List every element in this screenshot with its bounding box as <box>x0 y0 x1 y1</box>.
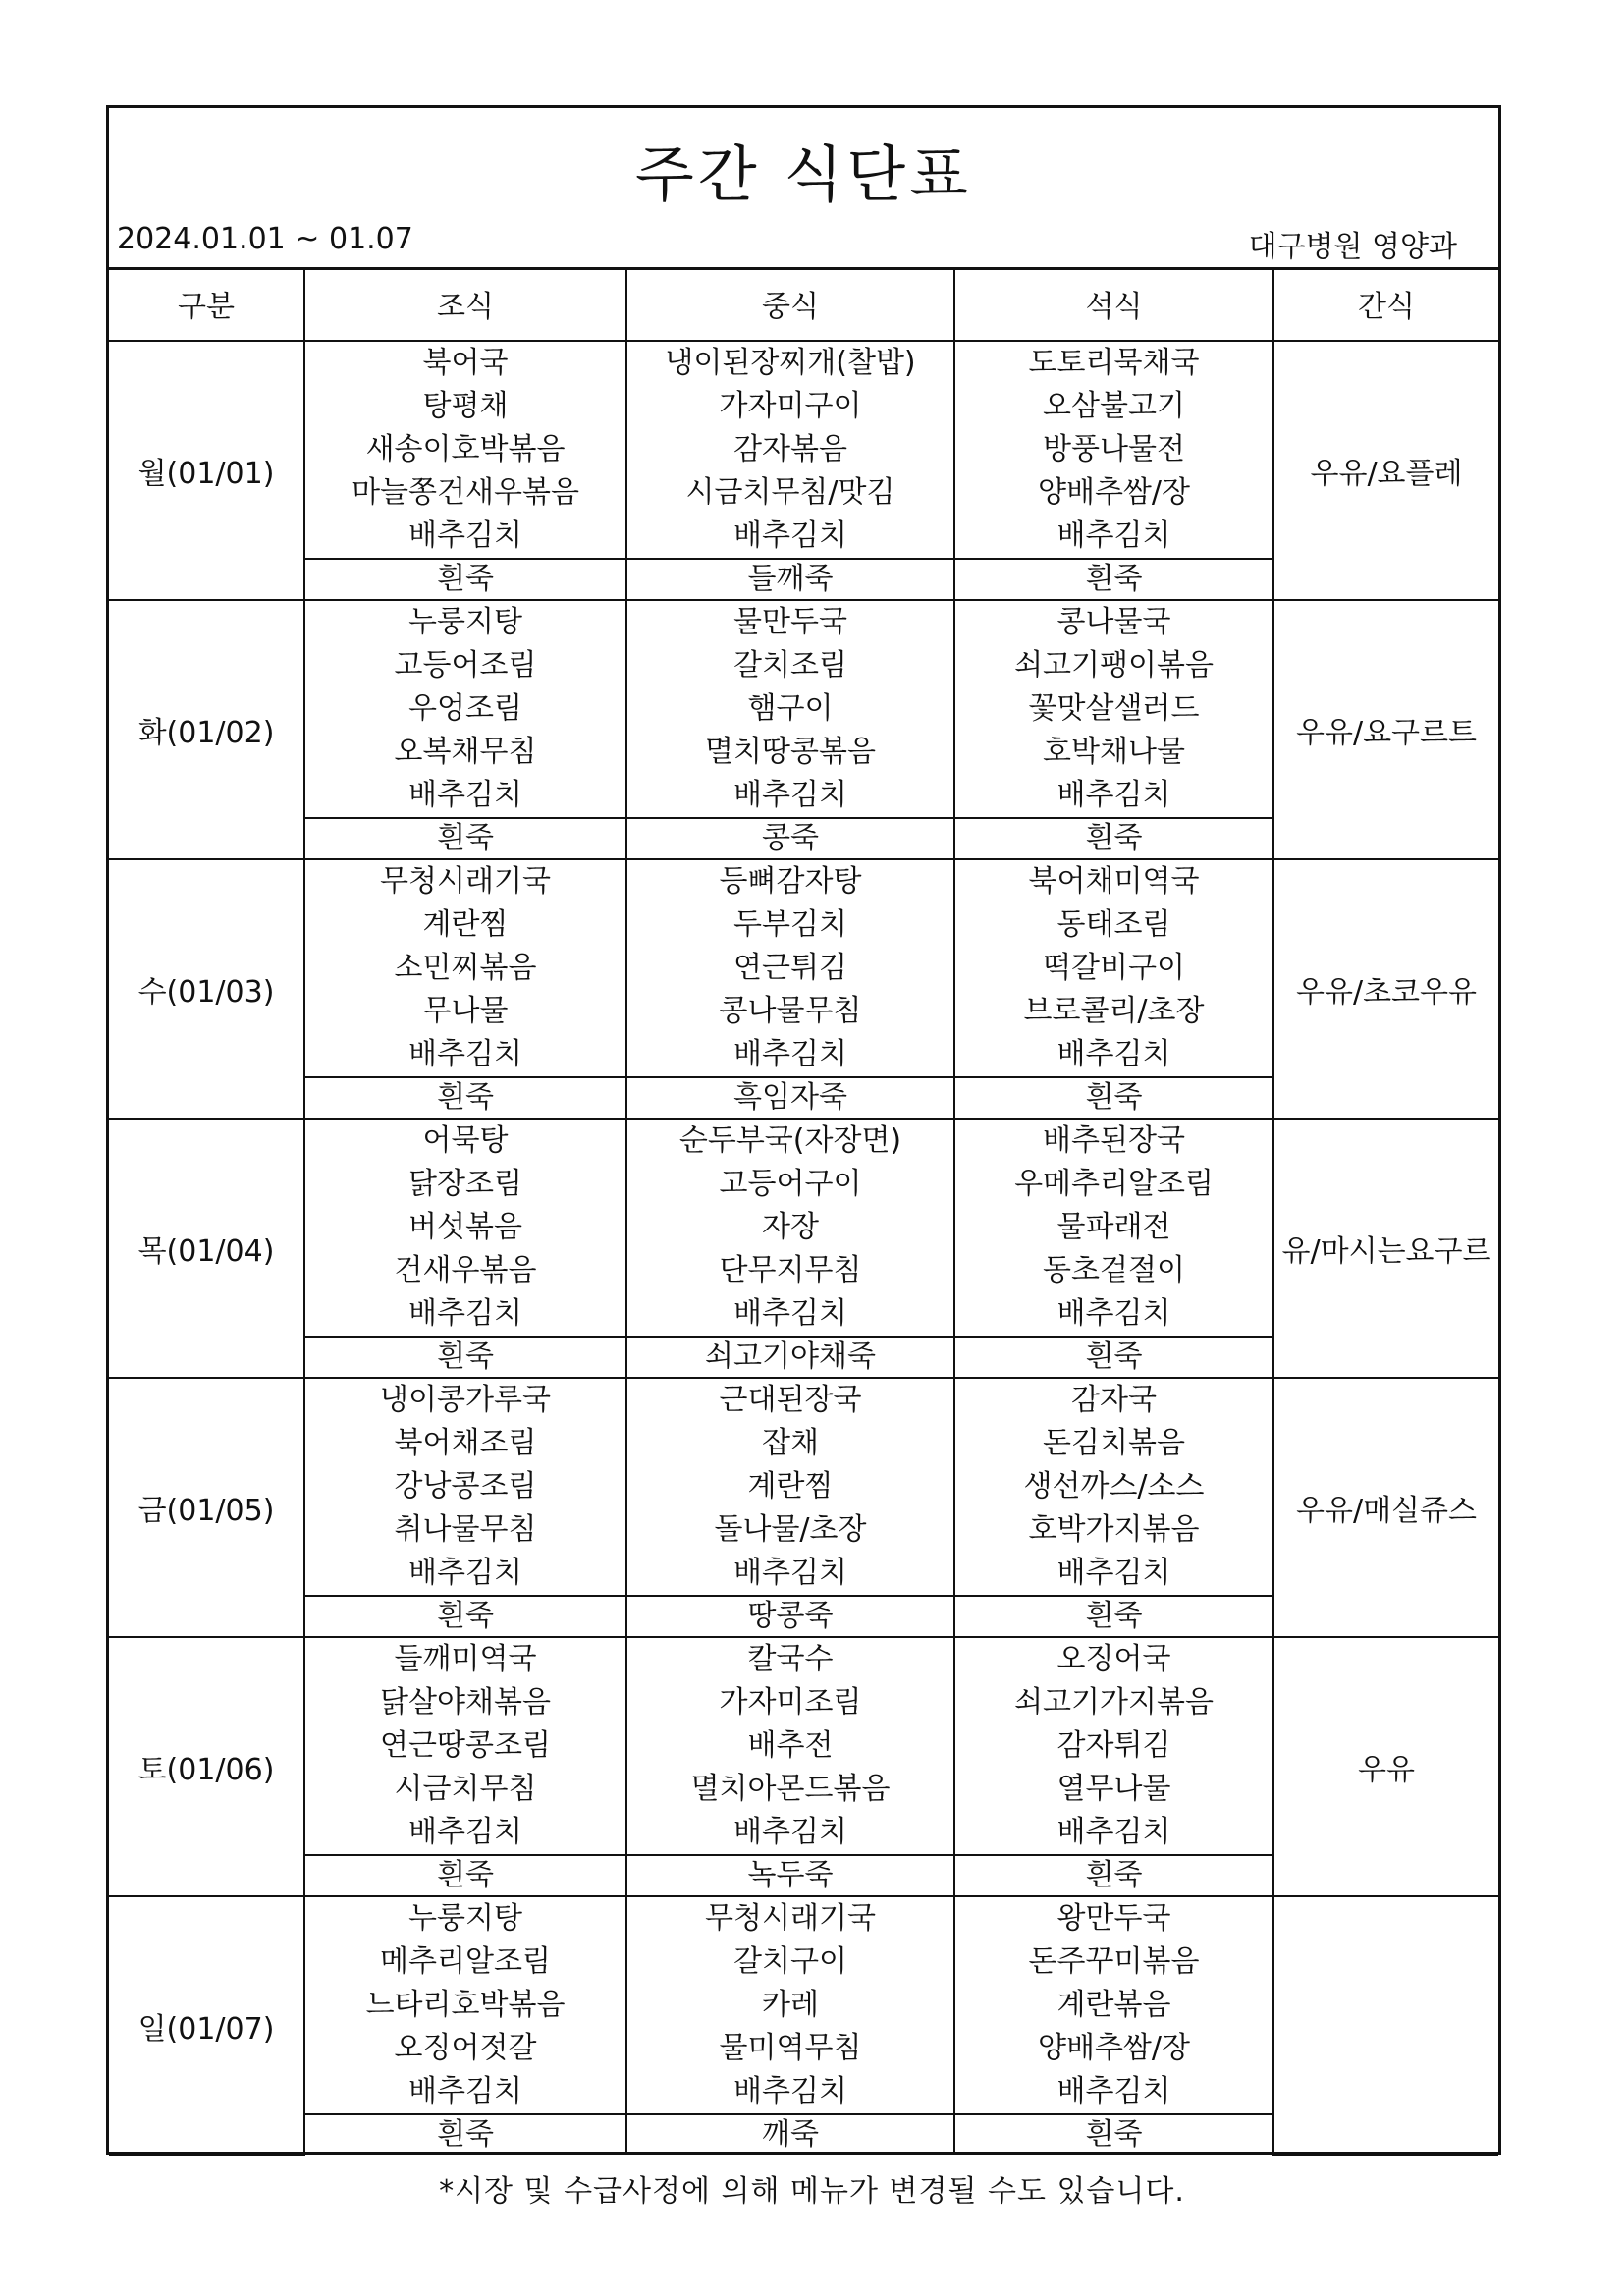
lunch-dish: 배추김치 <box>733 778 847 812</box>
breakfast-dish: 계란찜 <box>422 907 509 942</box>
breakfast-dish: 닭살야채볶음 <box>380 1685 551 1720</box>
lunch-cell <box>626 341 954 559</box>
dinner-dish: 동태조림 <box>1056 907 1171 942</box>
dinner-dish: 호박가지볶음 <box>1028 1512 1200 1547</box>
breakfast-dish: 오복채무침 <box>394 735 537 769</box>
day-row <box>109 1896 1498 2114</box>
breakfast-dish: 무나물 <box>422 994 509 1028</box>
lunch-dish: 햄구이 <box>747 691 834 726</box>
breakfast-dish: 북어국 <box>422 346 509 380</box>
breakfast-cell <box>304 1637 626 1855</box>
snack-label: 우유/매실쥬스 <box>1296 1494 1477 1528</box>
breakfast-dish: 탕평채 <box>422 389 509 423</box>
snack-cell <box>1273 1637 1498 1896</box>
snack-label: 유/마시는요구르 <box>1281 1234 1491 1269</box>
dinner-dish: 생선까스/소스 <box>1023 1469 1205 1503</box>
breakfast-dish: 강낭콩조림 <box>394 1469 537 1503</box>
breakfast-dish: 누룽지탕 <box>408 1901 522 1936</box>
breakfast-dish: 닭장조림 <box>408 1167 522 1201</box>
porridge-cell: 녹두죽 <box>626 1855 954 1896</box>
lunch-dish: 칼국수 <box>747 1642 834 1676</box>
lunch-dish: 가자미구이 <box>719 389 862 423</box>
breakfast-cell <box>304 341 626 559</box>
menu-sheet <box>106 105 1501 2155</box>
dinner-dish: 왕만두국 <box>1056 1901 1171 1936</box>
dinner-cell <box>954 1637 1273 1855</box>
porridge-cell: 흰죽 <box>304 1337 626 1378</box>
day-row <box>109 859 1498 1077</box>
dinner-dish: 꽃맛살샐러드 <box>1028 691 1200 726</box>
dinner-dish: 콩나물국 <box>1056 605 1171 639</box>
column-header-dinner: 석식 <box>954 267 1273 341</box>
dinner-dish: 양배추쌈/장 <box>1037 2031 1190 2065</box>
lunch-dish: 배추전 <box>747 1728 834 1763</box>
lunch-dish: 자장 <box>762 1210 819 1244</box>
breakfast-dish: 고등어조림 <box>394 648 537 683</box>
lunch-dish: 고등어구이 <box>719 1167 862 1201</box>
dinner-dish: 동초겉절이 <box>1043 1253 1185 1287</box>
weekly-menu-table <box>109 267 1498 2156</box>
lunch-dish: 갈치구이 <box>733 1944 847 1979</box>
porridge-cell: 흰죽 <box>304 2114 626 2155</box>
snack-cell <box>1273 1896 1498 2155</box>
breakfast-cell <box>304 1378 626 1596</box>
porridge-cell: 흰죽 <box>304 1596 626 1637</box>
lunch-dish: 연근튀김 <box>733 951 847 985</box>
breakfast-dish: 배추김치 <box>408 1815 522 1849</box>
period-label: 2024.01.01 ~ 01.07 <box>117 222 413 256</box>
dinner-dish: 도토리묵채국 <box>1028 346 1200 380</box>
dinner-dish: 오징어국 <box>1056 1642 1171 1676</box>
breakfast-cell <box>304 1896 626 2114</box>
breakfast-dish: 소민찌볶음 <box>394 951 537 985</box>
breakfast-dish: 무청시래기국 <box>380 864 551 899</box>
lunch-dish: 배추김치 <box>733 1815 847 1849</box>
dinner-dish: 방풍나물전 <box>1043 432 1185 466</box>
lunch-dish: 물만두국 <box>733 605 847 639</box>
lunch-dish: 근대된장국 <box>719 1383 862 1417</box>
lunch-dish: 배추김치 <box>733 1037 847 1071</box>
dinner-dish: 돈주꾸미볶음 <box>1028 1944 1200 1979</box>
day-label: 금(01/05) <box>109 1378 304 1637</box>
snack-label: 우유/요플레 <box>1310 457 1463 491</box>
column-header-breakfast: 조식 <box>304 267 626 341</box>
day-label: 수(01/03) <box>109 859 304 1119</box>
day-row <box>109 1378 1498 1596</box>
dinner-cell <box>954 341 1273 559</box>
snack-cell <box>1273 1378 1498 1637</box>
breakfast-dish: 오징어젓갈 <box>394 2031 537 2065</box>
lunch-dish: 멸치땅콩볶음 <box>705 735 876 769</box>
breakfast-dish: 시금치무침 <box>394 1772 537 1806</box>
lunch-dish: 단무지무침 <box>719 1253 862 1287</box>
column-header-lunch: 중식 <box>626 267 954 341</box>
porridge-cell: 흰죽 <box>954 1855 1273 1896</box>
porridge-cell: 들깨죽 <box>626 559 954 600</box>
lunch-dish: 순두부국(자장면) <box>678 1123 902 1158</box>
breakfast-dish: 배추김치 <box>408 519 522 553</box>
dinner-dish: 쇠고기팽이볶음 <box>1014 648 1214 683</box>
breakfast-dish: 우엉조림 <box>408 691 522 726</box>
snack-label: 우유 <box>1358 1753 1415 1787</box>
breakfast-dish: 취나물무침 <box>394 1512 537 1547</box>
breakfast-dish: 배추김치 <box>408 1556 522 1590</box>
breakfast-dish: 배추김치 <box>408 2074 522 2108</box>
dinner-dish: 호박채나물 <box>1043 735 1185 769</box>
header-row <box>109 267 1498 341</box>
lunch-dish: 잡채 <box>762 1426 819 1460</box>
porridge-cell: 깨죽 <box>626 2114 954 2155</box>
lunch-dish: 카레 <box>762 1988 819 2022</box>
lunch-dish: 갈치조림 <box>733 648 847 683</box>
porridge-cell: 땅콩죽 <box>626 1596 954 1637</box>
lunch-dish: 배추김치 <box>733 519 847 553</box>
dinner-cell <box>954 1896 1273 2114</box>
porridge-cell: 흰죽 <box>954 818 1273 859</box>
lunch-dish: 콩나물무침 <box>719 994 862 1028</box>
breakfast-dish: 배추김치 <box>408 778 522 812</box>
dinner-dish: 감자튀김 <box>1056 1728 1171 1763</box>
porridge-cell: 흰죽 <box>304 818 626 859</box>
column-header-category: 구분 <box>109 267 304 341</box>
dinner-dish: 배추김치 <box>1056 2074 1171 2108</box>
day-label: 화(01/02) <box>109 600 304 859</box>
day-row <box>109 1119 1498 1337</box>
dinner-dish: 배추김치 <box>1056 778 1171 812</box>
dinner-dish: 배추된장국 <box>1043 1123 1185 1158</box>
lunch-cell <box>626 859 954 1077</box>
snack-label: 우유/요구르트 <box>1296 716 1477 750</box>
breakfast-dish: 배추김치 <box>408 1037 522 1071</box>
breakfast-dish: 버섯볶음 <box>408 1210 522 1244</box>
lunch-cell <box>626 1637 954 1855</box>
porridge-cell: 흰죽 <box>954 1077 1273 1119</box>
dinner-dish: 열무나물 <box>1056 1772 1171 1806</box>
day-row <box>109 1637 1498 1855</box>
day-label: 일(01/07) <box>109 1896 304 2155</box>
dinner-dish: 배추김치 <box>1056 519 1171 553</box>
breakfast-dish: 연근땅콩조림 <box>380 1728 551 1763</box>
day-label: 목(01/04) <box>109 1119 304 1378</box>
lunch-dish: 등뼈감자탕 <box>719 864 862 899</box>
breakfast-dish: 느타리호박볶음 <box>365 1988 566 2022</box>
breakfast-dish: 북어채조림 <box>394 1426 537 1460</box>
department-label: 대구병원 영양과 <box>1248 230 1457 264</box>
snack-cell <box>1273 341 1498 600</box>
lunch-dish: 계란찜 <box>747 1469 834 1503</box>
lunch-dish: 배추김치 <box>733 1556 847 1590</box>
lunch-dish: 물미역무침 <box>719 2031 862 2065</box>
dinner-dish: 브로콜리/초장 <box>1023 994 1205 1028</box>
breakfast-dish: 메추리알조림 <box>380 1944 551 1979</box>
dinner-dish: 배추김치 <box>1056 1037 1171 1071</box>
day-label: 토(01/06) <box>109 1637 304 1896</box>
dinner-cell <box>954 1119 1273 1337</box>
porridge-cell: 흰죽 <box>304 1855 626 1896</box>
dinner-dish: 쇠고기가지볶음 <box>1014 1685 1214 1720</box>
dinner-dish: 떡갈비구이 <box>1043 951 1185 985</box>
breakfast-cell <box>304 859 626 1077</box>
dinner-dish: 물파래전 <box>1056 1210 1171 1244</box>
porridge-cell: 흰죽 <box>304 559 626 600</box>
snack-cell <box>1273 1119 1498 1378</box>
dinner-dish: 양배추쌈/장 <box>1037 475 1190 510</box>
dinner-dish: 돈김치볶음 <box>1043 1426 1185 1460</box>
dinner-dish: 오삼불고기 <box>1043 389 1185 423</box>
porridge-cell: 콩죽 <box>626 818 954 859</box>
lunch-dish: 가자미조림 <box>719 1685 862 1720</box>
breakfast-dish: 냉이콩가루국 <box>380 1383 551 1417</box>
dinner-dish: 북어채미역국 <box>1028 864 1200 899</box>
breakfast-dish: 어묵탕 <box>422 1123 509 1158</box>
lunch-cell <box>626 1896 954 2114</box>
lunch-dish: 배추김치 <box>733 1296 847 1331</box>
dinner-dish: 배추김치 <box>1056 1556 1171 1590</box>
day-label: 월(01/01) <box>109 341 304 600</box>
snack-cell <box>1273 600 1498 859</box>
lunch-dish: 배추김치 <box>733 2074 847 2108</box>
header-area <box>109 108 1498 270</box>
porridge-cell: 흰죽 <box>954 2114 1273 2155</box>
dinner-dish: 배추김치 <box>1056 1815 1171 1849</box>
lunch-cell <box>626 1119 954 1337</box>
breakfast-dish: 들깨미역국 <box>394 1642 537 1676</box>
column-header-snack: 간식 <box>1273 267 1498 341</box>
day-row <box>109 341 1498 559</box>
breakfast-dish: 새송이호박볶음 <box>365 432 566 466</box>
porridge-cell: 흰죽 <box>954 559 1273 600</box>
dinner-dish: 배추김치 <box>1056 1296 1171 1331</box>
lunch-dish: 돌나물/초장 <box>714 1512 867 1547</box>
porridge-cell: 흰죽 <box>954 1337 1273 1378</box>
snack-cell <box>1273 859 1498 1119</box>
breakfast-dish: 마늘쫑건새우볶음 <box>352 475 579 510</box>
breakfast-dish: 건새우볶음 <box>394 1253 537 1287</box>
dinner-dish: 감자국 <box>1071 1383 1157 1417</box>
dinner-dish: 우메추리알조림 <box>1014 1167 1214 1201</box>
dinner-cell <box>954 859 1273 1077</box>
dinner-cell <box>954 1378 1273 1596</box>
breakfast-dish: 누룽지탕 <box>408 605 522 639</box>
lunch-dish: 냉이된장찌개(찰밥) <box>665 346 916 380</box>
lunch-dish: 감자볶음 <box>733 432 847 466</box>
porridge-cell: 흰죽 <box>954 1596 1273 1637</box>
dinner-cell <box>954 600 1273 818</box>
snack-label: 우유/초코우유 <box>1296 975 1477 1010</box>
footnote: *시장 및 수급사정에 의해 메뉴가 변경될 수도 있습니다. <box>439 2174 1185 2209</box>
lunch-cell <box>626 600 954 818</box>
lunch-cell <box>626 1378 954 1596</box>
page-title: 주간 식단표 <box>634 138 973 210</box>
day-row <box>109 600 1498 818</box>
lunch-dish: 두부김치 <box>733 907 847 942</box>
lunch-dish: 무청시래기국 <box>705 1901 876 1936</box>
breakfast-dish: 배추김치 <box>408 1296 522 1331</box>
lunch-dish: 시금치무침/맛김 <box>685 475 895 510</box>
porridge-cell: 흰죽 <box>304 1077 626 1119</box>
dinner-dish: 계란볶음 <box>1056 1988 1171 2022</box>
porridge-cell: 쇠고기야채죽 <box>626 1337 954 1378</box>
breakfast-cell <box>304 600 626 818</box>
porridge-cell: 흑임자죽 <box>626 1077 954 1119</box>
breakfast-cell <box>304 1119 626 1337</box>
lunch-dish: 멸치아몬드볶음 <box>690 1772 891 1806</box>
